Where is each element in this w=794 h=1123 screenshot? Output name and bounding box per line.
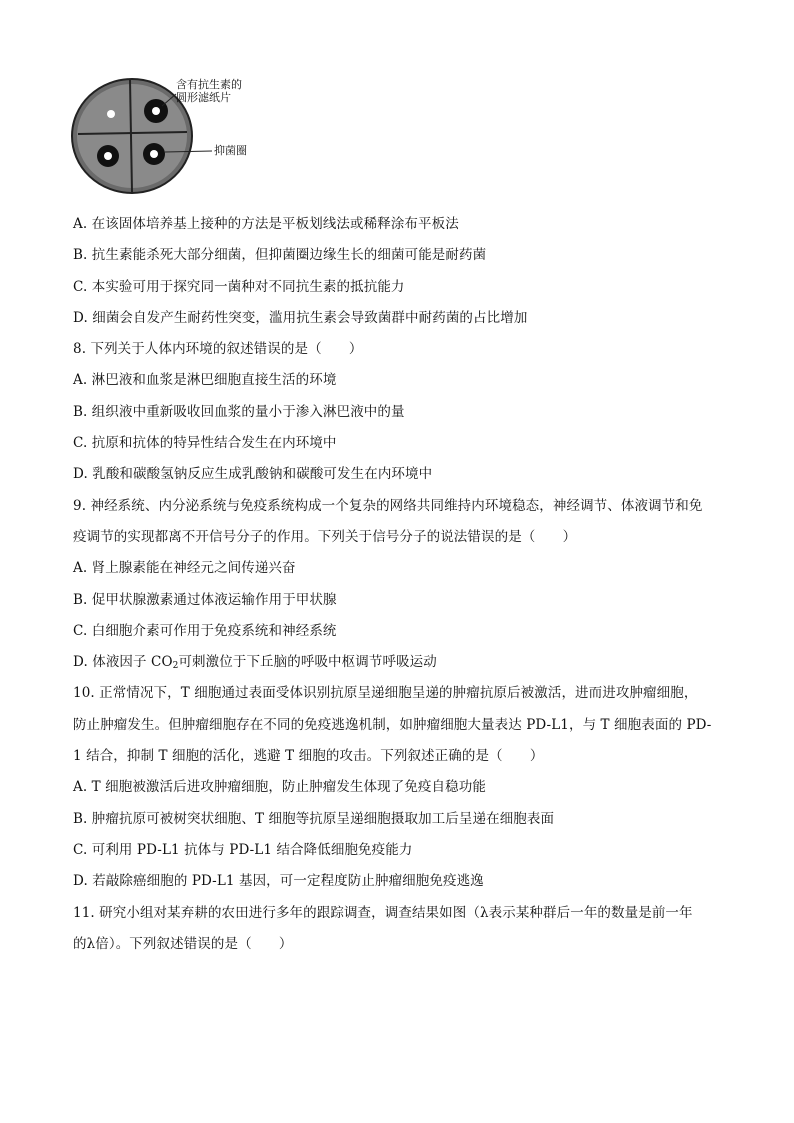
q8-option-d: D. 乳酸和碳酸氢钠反应生成乳酸钠和碳酸可发生在内环境中 bbox=[73, 466, 433, 483]
q9-option-d bbox=[73, 647, 723, 678]
q7-option-c: C. 本实验可用于探究同一菌种对不同抗生素的抵抗能力 bbox=[73, 278, 405, 295]
q10-stem-line-3: 1 结合，抑制 T 细胞的活化，逃避 T 细胞的攻击。下列叙述正确的是（ ） bbox=[73, 748, 544, 765]
q10-option-d: D. 若敲除癌细胞的 PD-L1 基因，可一定程度防止肿瘤细胞免疫逃逸 bbox=[73, 873, 484, 890]
disc-label-line-2: 圆形滤纸片 bbox=[176, 91, 231, 104]
inhibition-zone-label: 抑菌圈 bbox=[214, 144, 247, 157]
q10-stem-line-1: 10. 正常情况下，T 细胞通过表面受体识别抗原呈递细胞呈递的肿瘤抗原后被激活，进而进攻肿瘤细胞， bbox=[73, 685, 698, 702]
q9-stem-line-1: 9. 神经系统、内分泌系统与免疫系统构成一个复杂的网络共同维持内环境稳态，神经调节、体液调节和免 bbox=[73, 497, 703, 514]
q9-option-d-subscript: 2 bbox=[172, 661, 179, 672]
q10-option-a: A. T 细胞被激活后进攻肿瘤细胞，防止肿瘤发生体现了免疫自稳功能 bbox=[73, 779, 486, 796]
q9-stem-line-2: 疫调节的实现都离不开信号分子的作用。下列关于信号分子的说法错误的是（ ） bbox=[73, 528, 577, 545]
q11-stem-line-2: 的λ倍）。下列叙述错误的是（ ） bbox=[73, 935, 293, 952]
q9-option-c: C. 白细胞介素可作用于免疫系统和神经系统 bbox=[73, 622, 337, 639]
disc-label bbox=[176, 78, 242, 104]
q8-option-b: B. 组织液中重新吸收回血浆的量小于渗入淋巴液中的量 bbox=[73, 403, 405, 420]
q8-option-c: C. 抗原和抗体的特异性结合发生在内环境中 bbox=[73, 435, 337, 452]
disc-label-line-1: 含有抗生素的 bbox=[176, 78, 242, 91]
question-content bbox=[73, 209, 723, 960]
q11-stem-line-1: 11. 研究小组对某弃耕的农田进行多年的跟踪调查，调查结果如图（λ表示某种群后一年的数量是前一年 bbox=[73, 904, 693, 921]
q8-stem: 8. 下列关于人体内环境的叙述错误的是（ ） bbox=[73, 341, 363, 358]
q9-option-a: A. 肾上腺素能在神经元之间传递兴奋 bbox=[73, 560, 296, 577]
q9-option-d-before: D. 体液因子 CO bbox=[73, 654, 173, 671]
q9-option-b: B. 促甲状腺激素通过体液运输作用于甲状腺 bbox=[73, 591, 337, 608]
q8-option-a: A. 淋巴液和血浆是淋巴细胞直接生活的环境 bbox=[73, 372, 337, 389]
q9-option-d-after: 可刺激位于下丘脑的呼吸中枢调节呼吸运动 bbox=[178, 654, 437, 671]
q7-option-d: D. 细菌会自发产生耐药性突变，滥用抗生素会导致菌群中耐药菌的占比增加 bbox=[73, 309, 528, 326]
q10-stem-line-2: 防止肿瘤发生。但肿瘤细胞存在不同的免疫逃逸机制，如肿瘤细胞大量表达 PD-L1，与 T 细胞表面的 PD- bbox=[73, 716, 712, 733]
q10-option-b: B. 肿瘤抗原可被树突状细胞、T 细胞等抗原呈递细胞摄取加工后呈递在细胞表面 bbox=[73, 810, 555, 827]
q7-option-b: B. 抗生素能杀死大部分细菌，但抑菌圈边缘生长的细菌可能是耐药菌 bbox=[73, 247, 487, 264]
q7-option-a: A. 在该固体培养基上接种的方法是平板划线法或稀释涂布平板法 bbox=[73, 216, 459, 232]
q10-option-c: C. 可利用 PD-L1 抗体与 PD-L1 结合降低细胞免疫能力 bbox=[73, 841, 413, 858]
petri-dish-figure bbox=[70, 76, 270, 196]
